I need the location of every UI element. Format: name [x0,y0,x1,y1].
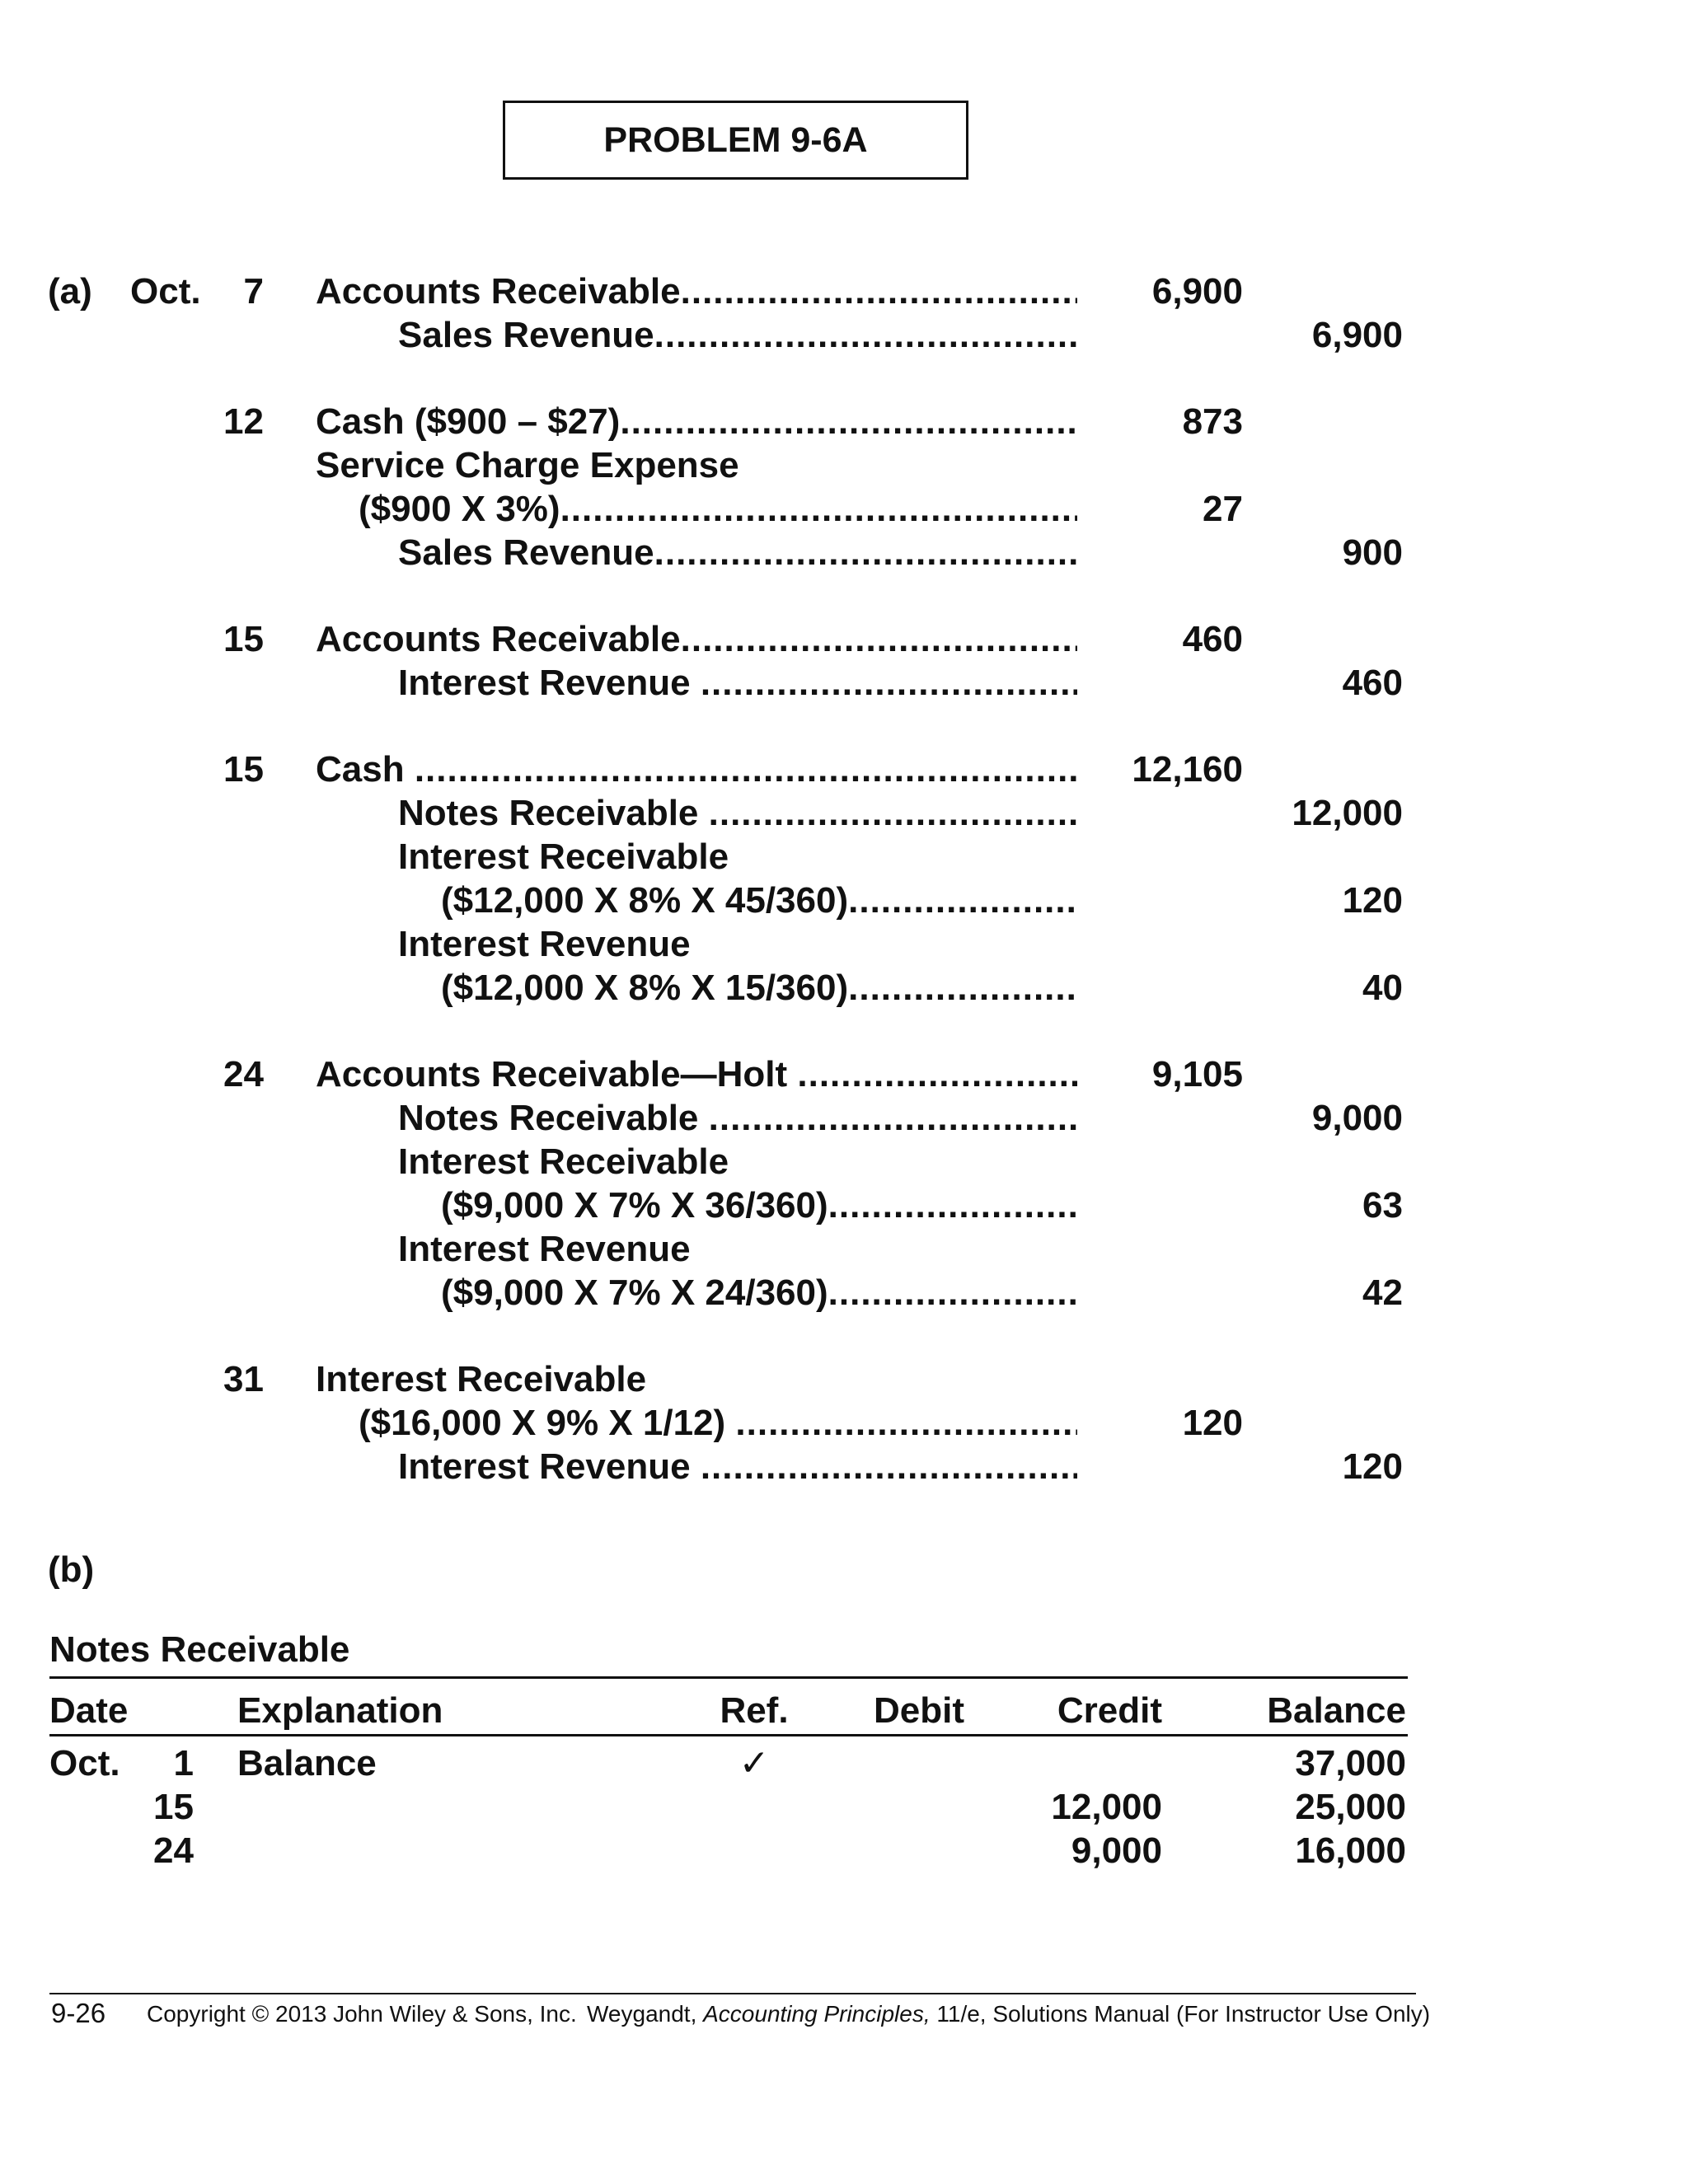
ledger-header-row [0,1688,1688,1734]
account-text: Accounts Receivable ..... [316,271,1077,312]
account-text: Service Charge Expense [316,445,739,485]
header-credit: Credit [1057,1690,1162,1731]
entry-month: Oct. [130,271,201,312]
ledger-credit: 12,000 [1051,1787,1162,1827]
ledger-explanation: Balance [237,1743,377,1783]
account-description [398,1444,1077,1490]
book-author: Weygandt, [587,2001,704,2027]
credit-amount: 42 [1362,1272,1403,1313]
ledger-balance: 37,000 [1295,1743,1406,1783]
account-text: Interest Revenue ..... [398,1446,1077,1487]
debit-amount: 873 [1182,401,1243,442]
journal-line [0,269,1688,315]
account-text: Accounts Receivable ..... [316,619,1077,659]
part-a-label: (a) [48,271,92,312]
ledger-header-rule [49,1734,1408,1736]
journal-line [0,1444,1688,1490]
ledger-ref-check: ✓ [738,1742,770,1784]
account-text: Interest Receivable [398,837,729,877]
footer-rule [49,1993,1416,1994]
account-description [316,1052,1077,1098]
header-date: Date [49,1690,129,1731]
account-description [316,269,1077,315]
ledger-account-title: Notes Receivable [49,1629,350,1670]
page-number: 9-26 [51,1998,106,2028]
ledger-row [0,1741,1688,1787]
ledger-credit: 9,000 [1071,1830,1162,1871]
account-description [441,1270,1077,1316]
journal-line [0,1270,1688,1316]
account-description [398,1139,1077,1185]
book-title: Accounting Principles, [703,2001,931,2027]
account-text: Accounts Receivable—Holt ..... [316,1054,1077,1094]
entry-day: 7 [243,271,264,312]
journal-line [0,965,1688,1011]
header-explanation: Explanation [237,1690,443,1731]
account-text: ($16,000 X 9% X 1/12) ..... [359,1403,1077,1443]
debit-amount: 6,900 [1151,271,1243,312]
entry-day: 15 [223,749,264,790]
ledger-row [0,1784,1688,1830]
ledger-day: 1 [173,1743,194,1783]
account-description [398,921,1077,968]
part-b-label: (b) [48,1549,95,1590]
credit-amount: 40 [1362,968,1403,1008]
ledger-balance: 25,000 [1295,1787,1406,1827]
journal-line [0,921,1688,968]
account-description [441,1183,1077,1229]
account-text: Interest Receivable [398,1141,729,1182]
account-description [441,965,1077,1011]
credit-amount: 63 [1362,1185,1403,1226]
journal-line [0,660,1688,706]
ledger-day: 15 [153,1787,194,1827]
account-description [316,443,1077,489]
account-description [398,530,1077,576]
debit-amount: 9,105 [1151,1054,1243,1094]
account-description [398,312,1077,359]
debit-amount: 120 [1182,1403,1243,1443]
account-text: Sales Revenue ..... [398,315,1077,355]
account-text: Interest Receivable [316,1359,647,1399]
account-text: ($9,000 X 7% X 24/360) ..... [441,1272,1077,1313]
journal-line [0,834,1688,880]
account-description [398,790,1077,837]
problem-title: PROBLEM 9-6A [503,101,968,180]
journal-line [0,443,1688,489]
instructor-use-note: (For Instructor Use Only) [1176,2001,1431,2027]
journal-line [0,1400,1688,1446]
header-ref: Ref. [720,1690,789,1731]
account-text: Sales Revenue ..... [398,532,1077,573]
account-description [398,834,1077,880]
account-text: Interest Revenue [398,924,691,964]
entry-day: 15 [223,619,264,659]
account-description [316,1357,1077,1403]
journal-line [0,1183,1688,1229]
account-description [398,1226,1077,1272]
account-text: ($900 X 3%) ..... [359,489,1077,529]
account-description [398,660,1077,706]
book-reference [587,2001,1170,2027]
account-text: Interest Revenue ..... [398,663,1077,703]
credit-amount: 120 [1342,880,1403,921]
account-text: ($9,000 X 7% X 36/360) ..... [441,1185,1077,1226]
account-text: ($12,000 X 8% X 15/360) ..... [441,968,1077,1008]
header-balance: Balance [1267,1690,1406,1731]
account-description [316,399,1077,445]
journal-line [0,790,1688,837]
journal-line [0,1139,1688,1185]
entry-day: 24 [223,1054,264,1094]
journal-line [0,486,1688,532]
journal-line [0,616,1688,663]
ledger-day: 24 [153,1830,194,1871]
account-description [359,486,1077,532]
credit-amount: 460 [1342,663,1403,703]
credit-amount: 120 [1342,1446,1403,1487]
account-text: Notes Receivable ..... [398,1098,1077,1138]
ledger-row [0,1828,1688,1874]
credit-amount: 900 [1342,532,1403,573]
ledger-month: Oct. [49,1743,120,1783]
credit-amount: 6,900 [1311,315,1403,355]
entry-day: 12 [223,401,264,442]
account-text: Notes Receivable ..... [398,793,1077,833]
debit-amount: 27 [1203,489,1243,529]
ledger-top-rule [49,1676,1408,1679]
debit-amount: 460 [1182,619,1243,659]
account-text: Cash ..... [316,749,1077,790]
journal-line [0,747,1688,793]
copyright-notice: Copyright © 2013 John Wiley & Sons, Inc. [147,2001,577,2027]
journal-line [0,399,1688,445]
account-text: Cash ($900 – $27) ..... [316,401,1077,442]
account-text: Interest Revenue [398,1229,691,1269]
journal-line [0,1226,1688,1272]
journal-line [0,1095,1688,1141]
account-description [398,1095,1077,1141]
account-description [316,616,1077,663]
account-description [441,878,1077,924]
ledger-balance: 16,000 [1295,1830,1406,1871]
debit-amount: 12,160 [1132,749,1243,790]
journal-line [0,1052,1688,1098]
entry-day: 31 [223,1359,264,1399]
account-description [316,747,1077,793]
journal-line [0,530,1688,576]
credit-amount: 12,000 [1292,793,1403,833]
credit-amount: 9,000 [1311,1098,1403,1138]
journal-line [0,1357,1688,1403]
book-edition: 11/e, Solutions Manual [930,2001,1170,2027]
account-text: ($12,000 X 8% X 45/360) ..... [441,880,1077,921]
header-debit: Debit [874,1690,964,1731]
journal-line [0,312,1688,359]
account-description [359,1400,1077,1446]
journal-line [0,878,1688,924]
